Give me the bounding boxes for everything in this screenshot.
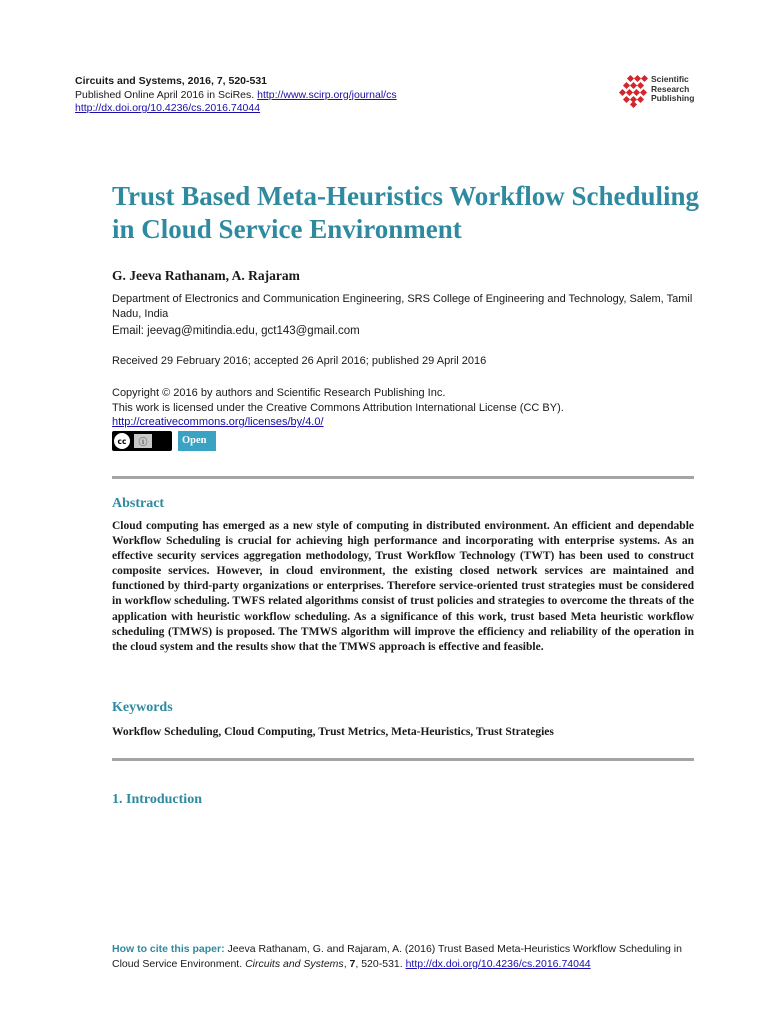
scirp-logo-icon xyxy=(618,74,652,108)
logo-line-1: Scientific xyxy=(651,74,689,84)
abstract-text: Cloud computing has emerged as a new style of computing in distributed environment. An efficient and dependable Workflow Scheduling is crucial for achieving high performance and incorporating with enterprise systems. As an effective security services aggregation methodology, Trust Workflow Technology (TWT) has been used to construct composite services. However, in cloud environment, the existing closed network services are maintained and functioned by third-party organizations or enterprises. Therefore service-oriented trust strategies must be considered in workflow scheduling. TWFS related algorithms consist of trust policies and strategies to overcome the threats of the application with heuristic workflow scheduling. As a significance of this work, trust based Meta heuristic workflow scheduling (TMWS) is proposed. The TMWS algorithm will improve the efficiency and reliability of the operation in the cloud system and the results show that the TMWS approach is effective and feasible. xyxy=(112,520,694,653)
license-line: This work is licensed under the Creative Commons Attribution International License (CC BY). xyxy=(112,401,564,414)
journal-info xyxy=(75,75,397,116)
copyright-block xyxy=(112,386,564,430)
published-prefix: Published Online April 2016 in SciRes. xyxy=(75,88,258,101)
published-line xyxy=(75,89,397,103)
publisher-logo-text xyxy=(651,75,694,104)
license-link[interactable]: http://creativecommons.org/licenses/by/4.0/ xyxy=(112,416,324,428)
paper-title: Trust Based Meta-Heuristics Workflow Scheduling in Cloud Service Environment xyxy=(112,181,700,244)
doi-link[interactable]: http://dx.doi.org/10.4236/cs.2016.74044 xyxy=(75,102,261,114)
citation-text-b: , xyxy=(343,958,350,970)
logo-line-3: Publishing xyxy=(651,93,695,103)
email: Email: jeevag@mitindia.edu, gct143@gmail.com xyxy=(112,325,360,337)
logo-line-2: Research xyxy=(651,83,690,94)
citation-doi-link[interactable]: http://dx.doi.org/10.4236/cs.2016.74044 xyxy=(405,958,591,970)
introduction-heading: 1. Introduction xyxy=(112,792,202,807)
keywords-heading: Keywords xyxy=(112,700,173,715)
citation-journal: Circuits and Systems xyxy=(245,958,344,970)
received-dates: Received 29 February 2016; accepted 26 April 2016; published 29 April 2016 xyxy=(112,355,487,367)
cc-by-badge[interactable] xyxy=(112,431,172,451)
citation-text-a: Jeeva Rathanam, G. and Rajaram, A. (2016) Trust Based Meta-Heuristics Workflow Scheduling in Cloud Service Environment. xyxy=(112,943,682,970)
authors: G. Jeeva Rathanam, A. Rajaram xyxy=(112,268,300,283)
citation-label: How to cite this paper: xyxy=(112,943,225,955)
journal-line: Circuits and Systems, 2016, 7, 520-531 xyxy=(75,75,268,87)
keywords-text: Workflow Scheduling, Cloud Computing, Trust Metrics, Meta-Heuristics, Trust Strategies xyxy=(112,726,554,738)
citation-volume: 7 xyxy=(349,958,356,970)
abstract-heading: Abstract xyxy=(112,496,165,511)
citation-footer xyxy=(112,942,702,972)
by-attribution-icon: ⓘ xyxy=(134,434,152,448)
copyright-line: Copyright © 2016 by authors and Scientific Research Publishing Inc. xyxy=(112,387,446,399)
divider-top xyxy=(112,476,694,479)
citation-text-c: , 520-531. xyxy=(355,958,406,970)
journal-url-link[interactable]: http://www.scirp.org/journal/cs xyxy=(257,88,397,101)
open-access-badge: Open Access xyxy=(178,431,216,451)
publisher-logo xyxy=(618,74,708,108)
affiliation: Department of Electronics and Communication Engineering, SRS College of Engineering and Technology, Salem, Tamil Nadu, India xyxy=(112,293,693,320)
cc-icon: cc xyxy=(114,433,130,449)
divider-bottom xyxy=(112,758,694,761)
